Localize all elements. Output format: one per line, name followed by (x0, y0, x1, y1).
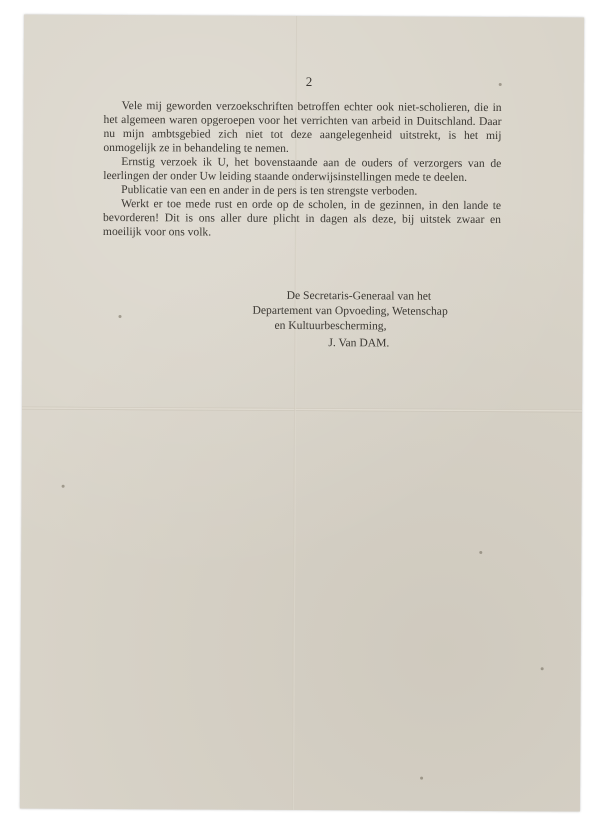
paragraph: Ernstig verzoek ik U, het bovenstaande aan de ouders of verzorgers van de leerlingen der onder Uw leiding staande onderwijsinstellingen mede te deelen. (103, 155, 502, 184)
paper-speck (541, 667, 544, 670)
signatory-title: De Secretaris-Generaal van het (286, 288, 432, 303)
paragraph: Werkt er toe mede rust en orde op de scholen, in de gezinnen, in den lande te bevorderen! Dit is ons aller dure plicht in dagen als deze, bij uitstek zwaar en moeilijk voor ons volk. (102, 197, 502, 239)
signatory-department: Departement van Opvoeding, Wetenschap (252, 303, 448, 318)
page-number: 2 (305, 74, 313, 90)
paper-speck (118, 315, 121, 318)
paper-speck (62, 485, 65, 488)
document-page (20, 15, 584, 812)
paragraph: Publicatie van een en ander in de pers is ten strengste verboden. (121, 183, 418, 198)
letter-body (103, 99, 502, 241)
horizontal-fold-crease (22, 407, 582, 413)
signatory-name: J. Van DAM. (328, 336, 390, 350)
paragraph: Vele mij geworden verzoekschriften betroffen echter ook niet-scholieren, die in het algemeen waren opgeroepen voor het verrichten van arbeid in Duitschland. Daar nu mijn ambtsgebied zich niet tot deze aangelegenheid uitstrekt, is het mij onmogelijk ze in behandeling te nemen. (103, 99, 502, 155)
paper-speck (420, 777, 423, 780)
signatory-department-cont: en Kultuurbescherming, (274, 318, 387, 333)
paper-speck (499, 83, 502, 86)
signature-block (252, 288, 522, 351)
paper-speck (479, 551, 482, 554)
